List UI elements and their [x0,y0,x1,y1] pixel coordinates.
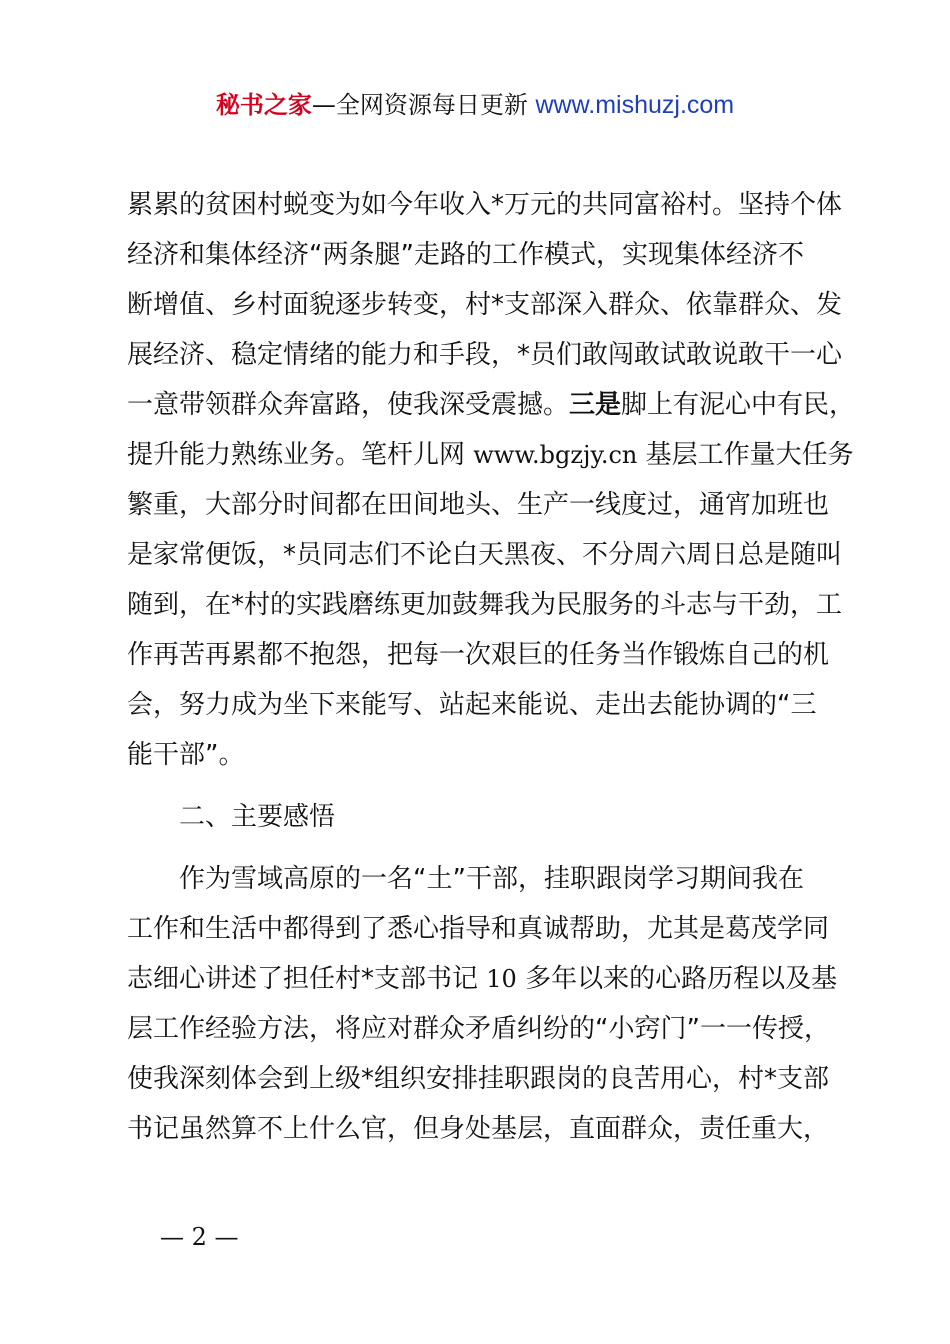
text-line [127,430,854,480]
text-segment: 志细心讲述了担任村*支部书记 [127,964,487,994]
header-url: www.mishuzj.com [535,91,735,119]
text-line: 经济和集体经济“两条腿”走路的工作模式，实现集体经济不 [127,240,804,270]
text-line: 随到，在*村的实践磨练更加鼓舞我为民服务的斗志与干劲，工 [127,590,843,620]
text-segment: 提升能力熟练业务。笔杆儿网 [127,440,474,470]
page-number: — 2 — [160,1223,239,1251]
document-body [127,180,856,1154]
text-line: 作再苦再累都不抱怨，把每一次艰巨的任务当作锻炼自己的机 [127,640,830,670]
text-line: 层工作经验方法，将应对群众矛盾纠纷的“小窍门”一一传授， [127,1014,830,1044]
text-line: 能干部”。 [127,740,245,770]
text-segment: 一意带领群众奔富路，使我深受震撼。 [127,390,570,420]
emphasis-label: 三是 [569,390,622,420]
text-line: 累累的贫困村蜕变为如今年收入*万元的共同富裕村。坚持个体 [127,190,843,220]
text-line: 工作和生活中都得到了悉心指导和真诚帮助，尤其是葛茂学同 [127,914,830,944]
text-segment: 多年以来的心路历程以及基 [516,964,838,994]
text-line [127,380,856,430]
text-line: 展经济、稳定情绪的能力和手段，*员们敢闯敢试敢说敢干一心 [127,340,843,370]
text-segment: 脚上有泥心中有民， [621,390,856,420]
text-line: 断增值、乡村面貌逐步转变，村*支部深入群众、依靠群众、发 [127,290,843,320]
page-header [0,88,950,122]
text-line: 繁重，大部分时间都在田间地头、生产一线度过，通宵加班也 [127,490,830,520]
text-line [127,954,847,1004]
brand-name: 秘书之家 [215,91,312,119]
inline-number: 10 [486,965,517,993]
text-line: 作为雪域高原的一名“土”干部，挂职跟岗学习期间我在 [179,864,804,894]
header-tagline: —全网资源每日更新 [311,91,536,119]
text-line: 是家常便饭，*员同志们不论白天黑夜、不分周六周日总是随叫 [127,540,843,570]
text-line: 书记虽然算不上什么官，但身处基层，直面群众，责任重大， [127,1114,830,1144]
text-segment: 基层工作量大任务 [637,440,854,470]
text-line: 使我深刻体会到上级*组织安排挂职跟岗的良苦用心，村*支部 [127,1064,830,1094]
text-line: 会，努力成为坐下来能写、站起来能说、走出去能协调的“三 [127,690,817,720]
section-heading: 二、主要感悟 [179,802,336,832]
inline-url: www.bgzjy.cn [473,441,638,469]
